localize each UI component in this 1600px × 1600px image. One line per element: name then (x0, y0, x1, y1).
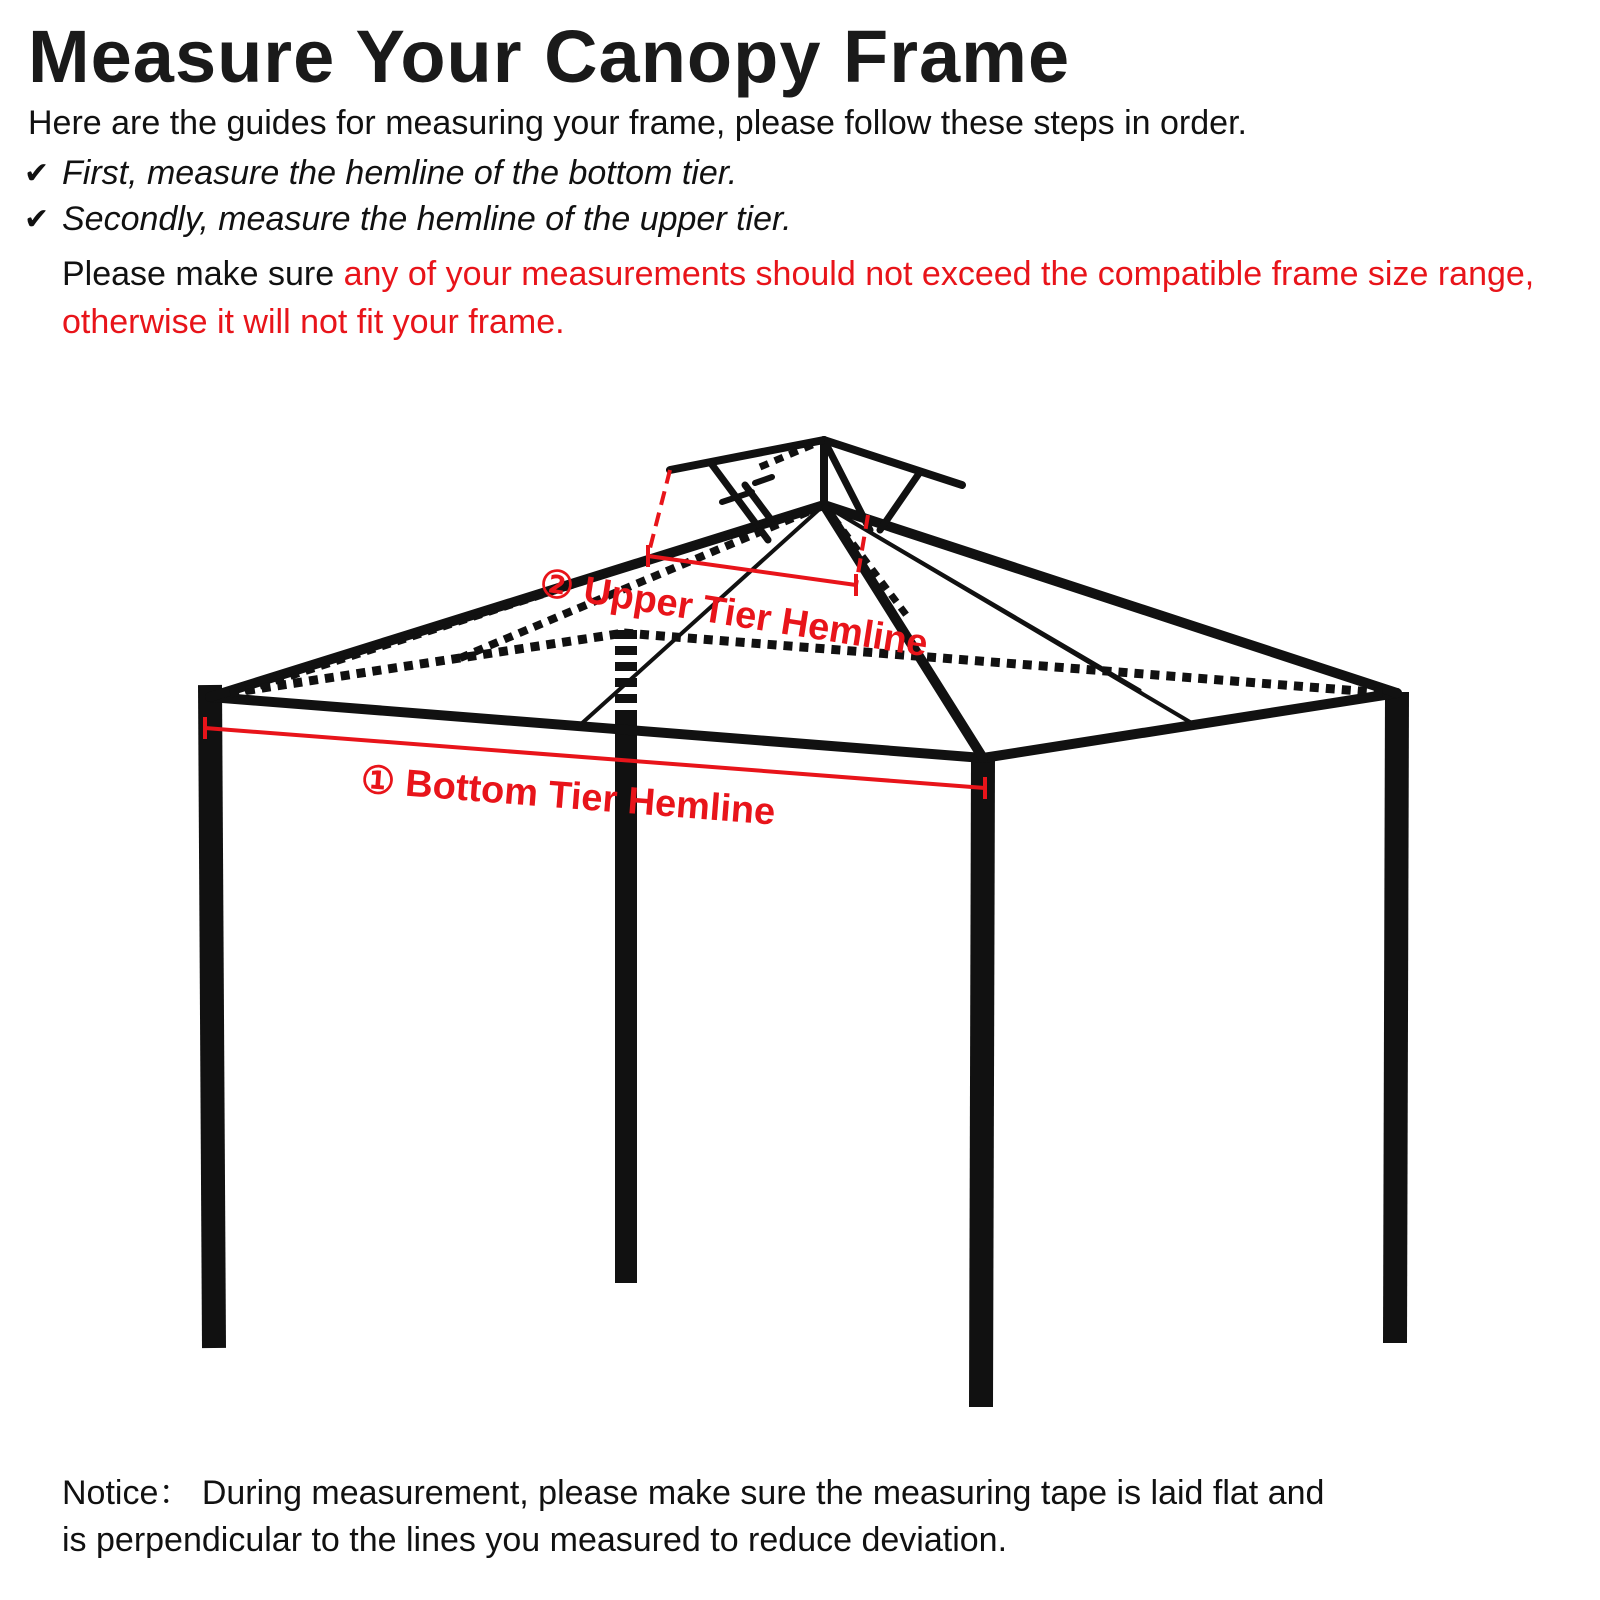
notice-line-1: Notice： During measurement, please make sure the measuring tape is laid flat and (62, 1474, 1325, 1512)
beam-right (983, 693, 1397, 758)
measure-labels (359, 562, 930, 833)
notice-text (62, 1470, 1542, 1564)
step-2-text: Secondly, measure the hemline of the upper tier. (62, 200, 792, 238)
rafter-right (824, 505, 1397, 693)
top-strut-right (880, 472, 920, 530)
beam-front (210, 697, 983, 758)
upper-tier-guide-left (648, 470, 670, 556)
leg-front-left (210, 685, 214, 1348)
top-cross-2 (755, 477, 772, 483)
intro-text: Here are the guides for measuring your frame, please follow these steps in order. (28, 104, 1247, 142)
warning-prefix: Please make sure (62, 255, 344, 293)
notice-line-2: is perpendicular to the lines you measured to reduce deviation. (62, 1521, 1008, 1559)
upper-tier-label: ② Upper Tier Hemline (536, 562, 931, 666)
check-icon: ✔ (24, 157, 50, 190)
leg-front-right (981, 758, 983, 1407)
bottom-tier-label: ① Bottom Tier Hemline (359, 759, 777, 834)
step-1-text: First, measure the hemline of the bottom tier. (62, 154, 738, 192)
top-ridge-left (670, 440, 824, 470)
upper-tier-measure-line (648, 556, 856, 585)
hidden-back-right (624, 633, 1385, 693)
leg-back-right (1395, 692, 1397, 1343)
check-icon: ✔ (24, 203, 50, 236)
canopy-frame (210, 440, 1397, 758)
warning-highlight: any of your measurements should not exceed the compatible frame size range, otherwise it will not fit your frame. (62, 255, 1535, 341)
hidden-back-left (230, 633, 624, 693)
page-title: Measure Your Canopy Frame (28, 15, 1071, 98)
